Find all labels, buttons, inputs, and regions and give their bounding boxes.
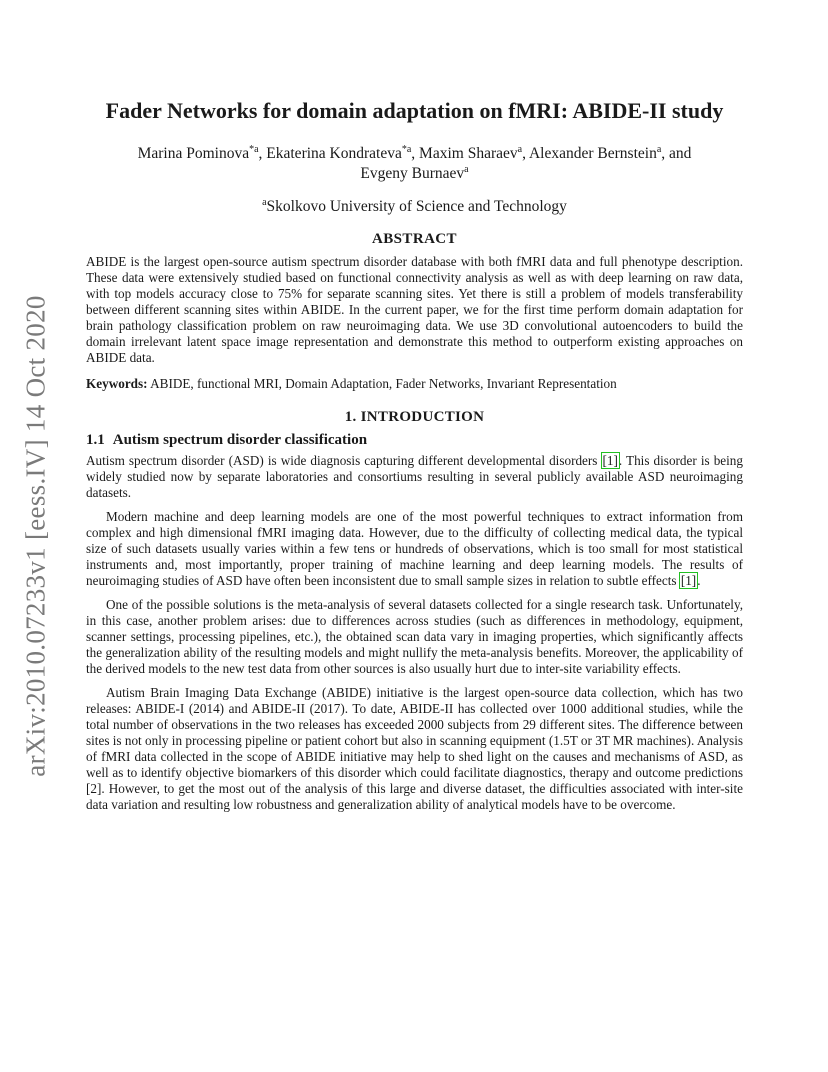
author-mark: a <box>464 163 469 175</box>
author-name: Ekaterina Kondrateva <box>266 145 402 162</box>
author-name: Evgeny Burnaev <box>360 165 465 182</box>
subsection-heading <box>86 432 743 449</box>
section-heading: 1. INTRODUCTION <box>344 409 485 425</box>
author-mark: *a <box>401 143 412 155</box>
affiliation <box>86 197 743 217</box>
subsection-title: Autism spectrum disorder classification <box>112 432 368 448</box>
subsection-number: 1.1 <box>86 432 105 448</box>
paper-title: Fader Networks for domain adaptation on fMRI: ABIDE-II study <box>105 98 724 123</box>
author-separator: , and <box>661 145 692 162</box>
author-mark: *a <box>249 143 259 155</box>
arxiv-side-stamp: arXiv:2010.07233v1 [eess.IV] 14 Oct 2020 <box>20 295 51 777</box>
paragraph-2 <box>86 509 743 589</box>
keywords <box>86 376 743 392</box>
citation-link[interactable]: [1] <box>680 573 697 588</box>
citation-link[interactable]: [1] <box>602 453 618 468</box>
author-name: Maxim Sharaev <box>419 145 518 162</box>
keywords-text: ABIDE, functional MRI, Domain Adaptation, Fader Networks, Invariant Representation <box>150 376 617 391</box>
author-list <box>86 144 743 184</box>
paragraph-text: Modern machine and deep learning models are one of the most powerful techniques to extract information from complex and high dimensional fMRI imaging data. However, due to the difficulty of collecting medical data, the typical size of such datasets usually varies within a few tens or hundreds of observations, which is too small for most statistical instruments and, most importantly, proper training of machine learning and deep learning models. The results of neuroimaging studies of ASD have often been inconsistent due to small sample sizes in relation to subtle effects <box>86 509 743 588</box>
author-separator: , <box>258 145 267 162</box>
affiliation-text: Skolkovo University of Science and Technology <box>266 198 567 215</box>
keywords-label: Keywords: <box>86 376 148 391</box>
author-separator: , <box>411 145 420 162</box>
paragraph-text: . This disorder is being widely studied now by separate laboratories and consortiums resulting in several publicly available ASD neuroimaging datasets. <box>86 453 743 500</box>
abstract-heading: ABSTRACT <box>372 231 457 247</box>
author-separator: , <box>522 145 529 162</box>
paper-page <box>86 0 743 813</box>
author-name: Marina Pominova <box>137 145 250 162</box>
paragraph-4: Autism Brain Imaging Data Exchange (ABIDE) initiative is the largest open-source data collection, which has two releases: ABIDE-I (2014) and ABIDE-II (2017). To date, ABIDE-II has collected over 1000 additional studies, while the total number of observations in the two releases has exceeded 2000 subjects from 29 different sites. The difference between sites is not only in processing pipeline or patient cohort but also in scanning equipment (1.5T or 3T MR machines). Analysis of fMRI data collected in the scope of ABIDE initiative may help to shed light on the causes and mechanisms of ASD, as well as to identify objective biomarkers of this disorder which could facilitate diagnostics, therapy and outcome predictions [2]. However, to get the most out of the analysis of this large and diverse dataset, the difficulties associated with inter-site data variation and resulting low robustness and generalization ability of analytical models have to be overcome. <box>86 685 743 812</box>
author-name: Alexander Bernstein <box>528 145 657 162</box>
affiliation-mark: a <box>262 196 267 208</box>
author-mark: a <box>517 143 523 155</box>
paragraph-1 <box>86 453 743 501</box>
paragraph-text: Autism spectrum disorder (ASD) is wide diagnosis capturing different developmental disorders <box>86 453 602 468</box>
author-mark: a <box>656 143 662 155</box>
paragraph-3: One of the possible solutions is the meta-analysis of several datasets collected for a single research task. Unfortunately, in this case, another problem arises: due to differences across studies (such as differences in methodology, equipment, scanner settings, processing pipelines, etc.), the obtained scan data vary in imaging properties, which significantly affects the generalization ability of the resulting models and might nullify the meta-analysis benefits. Moreover, the applicability of the derived models to the new test data from other sources is also usually hurt due to inter-site variability effects. <box>86 597 743 676</box>
abstract-body: ABIDE is the largest open-source autism spectrum disorder database with both fMRI data and full phenotype description. These data were extensively studied based on functional connectivity analysis as well as with deep learning on raw data, with top models accuracy close to 75% for separate scanning sites. Yet there is still a problem of models transferability between different scanning sites within ABIDE. In the current paper, we for the first time perform domain adaptation for brain pathology classification problem on raw neuroimaging data. We use 3D convolutional autoencoders to build the domain irrelevant latent space image representation and demonstrate this method to outperform existing approaches on ABIDE data. <box>86 254 743 365</box>
paragraph-text: . <box>697 573 701 588</box>
